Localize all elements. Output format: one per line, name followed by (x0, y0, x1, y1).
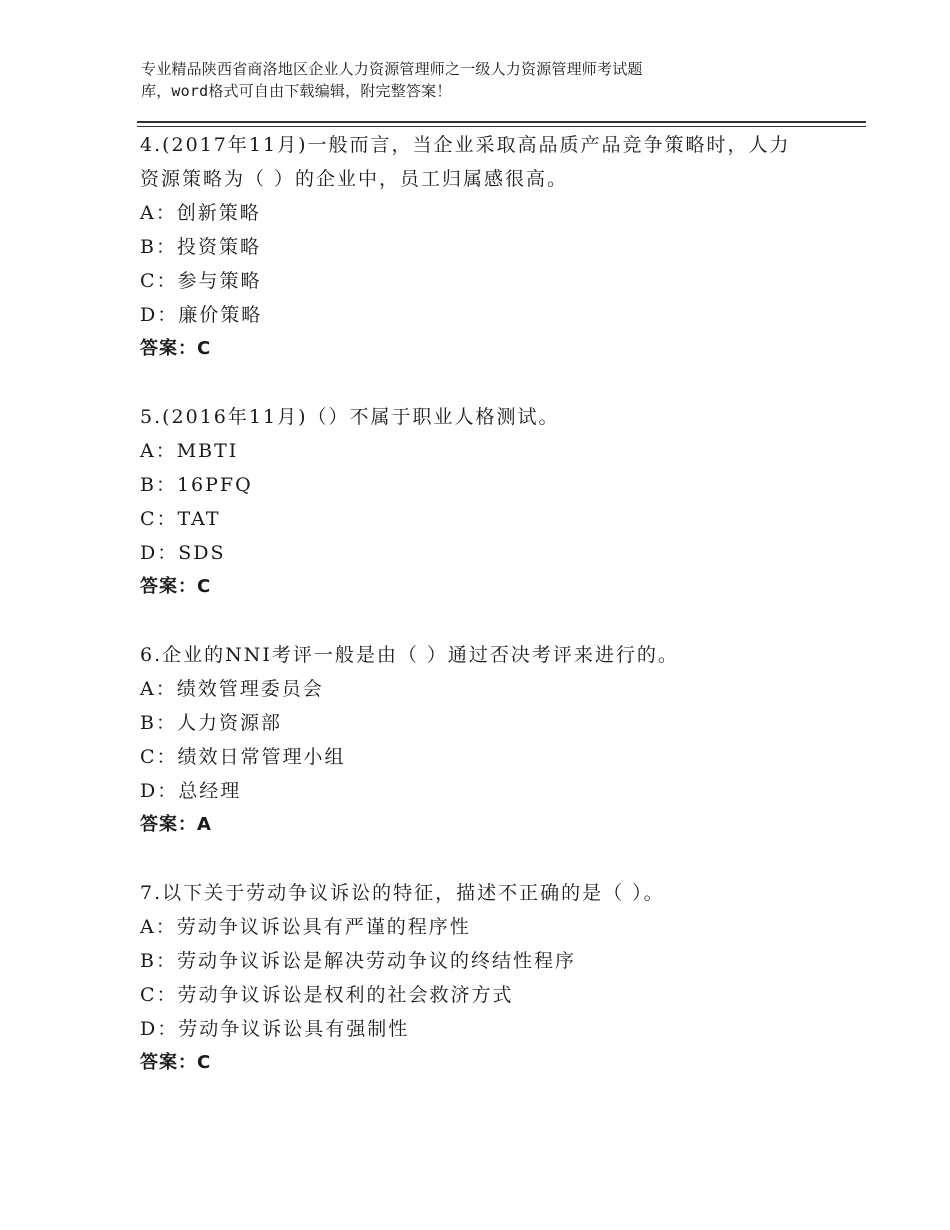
question-stem: 6.企业的NNI考评一般是由（ ）通过否决考评来进行的。 (140, 644, 679, 666)
option-b: B：劳动争议诉讼是解决劳动争议的终结性程序 (140, 950, 576, 972)
answer: 答案：C (140, 338, 212, 359)
answer: 答案：C (140, 1052, 212, 1073)
question-list (140, 128, 840, 1114)
option-d: D：廉价策略 (140, 304, 263, 326)
question-7 (140, 876, 840, 1080)
header-rule-thick (137, 121, 866, 123)
option-c: C：劳动争议诉讼是权利的社会救济方式 (140, 984, 514, 1006)
question-5 (140, 400, 840, 604)
question-stem: 4.(2017年11月)一般而言，当企业采取高品质产品竞争策略时，人力 (140, 134, 791, 156)
answer: 答案：C (140, 576, 212, 597)
question-stem: 5.(2016年11月)（）不属于职业人格测试。 (140, 406, 560, 428)
option-c: C：绩效日常管理小组 (140, 746, 346, 768)
option-d: D：SDS (140, 542, 226, 564)
option-b: B：人力资源部 (140, 712, 282, 734)
option-a: A：创新策略 (140, 202, 261, 224)
header-rule-thin (137, 126, 866, 127)
header-line-2: 库，word格式可自由下载编辑，附完整答案！ (141, 82, 452, 100)
document-header (141, 58, 801, 102)
question-stem: 资源策略为（ ）的企业中，员工归属感很高。 (140, 168, 569, 190)
question-4 (140, 128, 840, 366)
option-b: B：投资策略 (140, 236, 261, 258)
option-d: D：总经理 (140, 780, 242, 802)
option-d: D：劳动争议诉讼具有强制性 (140, 1018, 410, 1040)
option-a: A：绩效管理委员会 (140, 678, 324, 700)
option-c: C：参与策略 (140, 270, 262, 292)
option-c: C：TAT (140, 508, 221, 530)
option-a: A：劳动争议诉讼具有严谨的程序性 (140, 916, 471, 938)
question-6 (140, 638, 840, 842)
header-line-1: 专业精品陕西省商洛地区企业人力资源管理师之一级人力资源管理师考试题 (141, 60, 643, 78)
option-a: A：MBTI (140, 440, 239, 462)
answer: 答案：A (140, 814, 212, 835)
option-b: B：16PFQ (140, 474, 253, 496)
question-stem: 7.以下关于劳动争议诉讼的特征，描述不正确的是（ ）。 (140, 882, 665, 904)
